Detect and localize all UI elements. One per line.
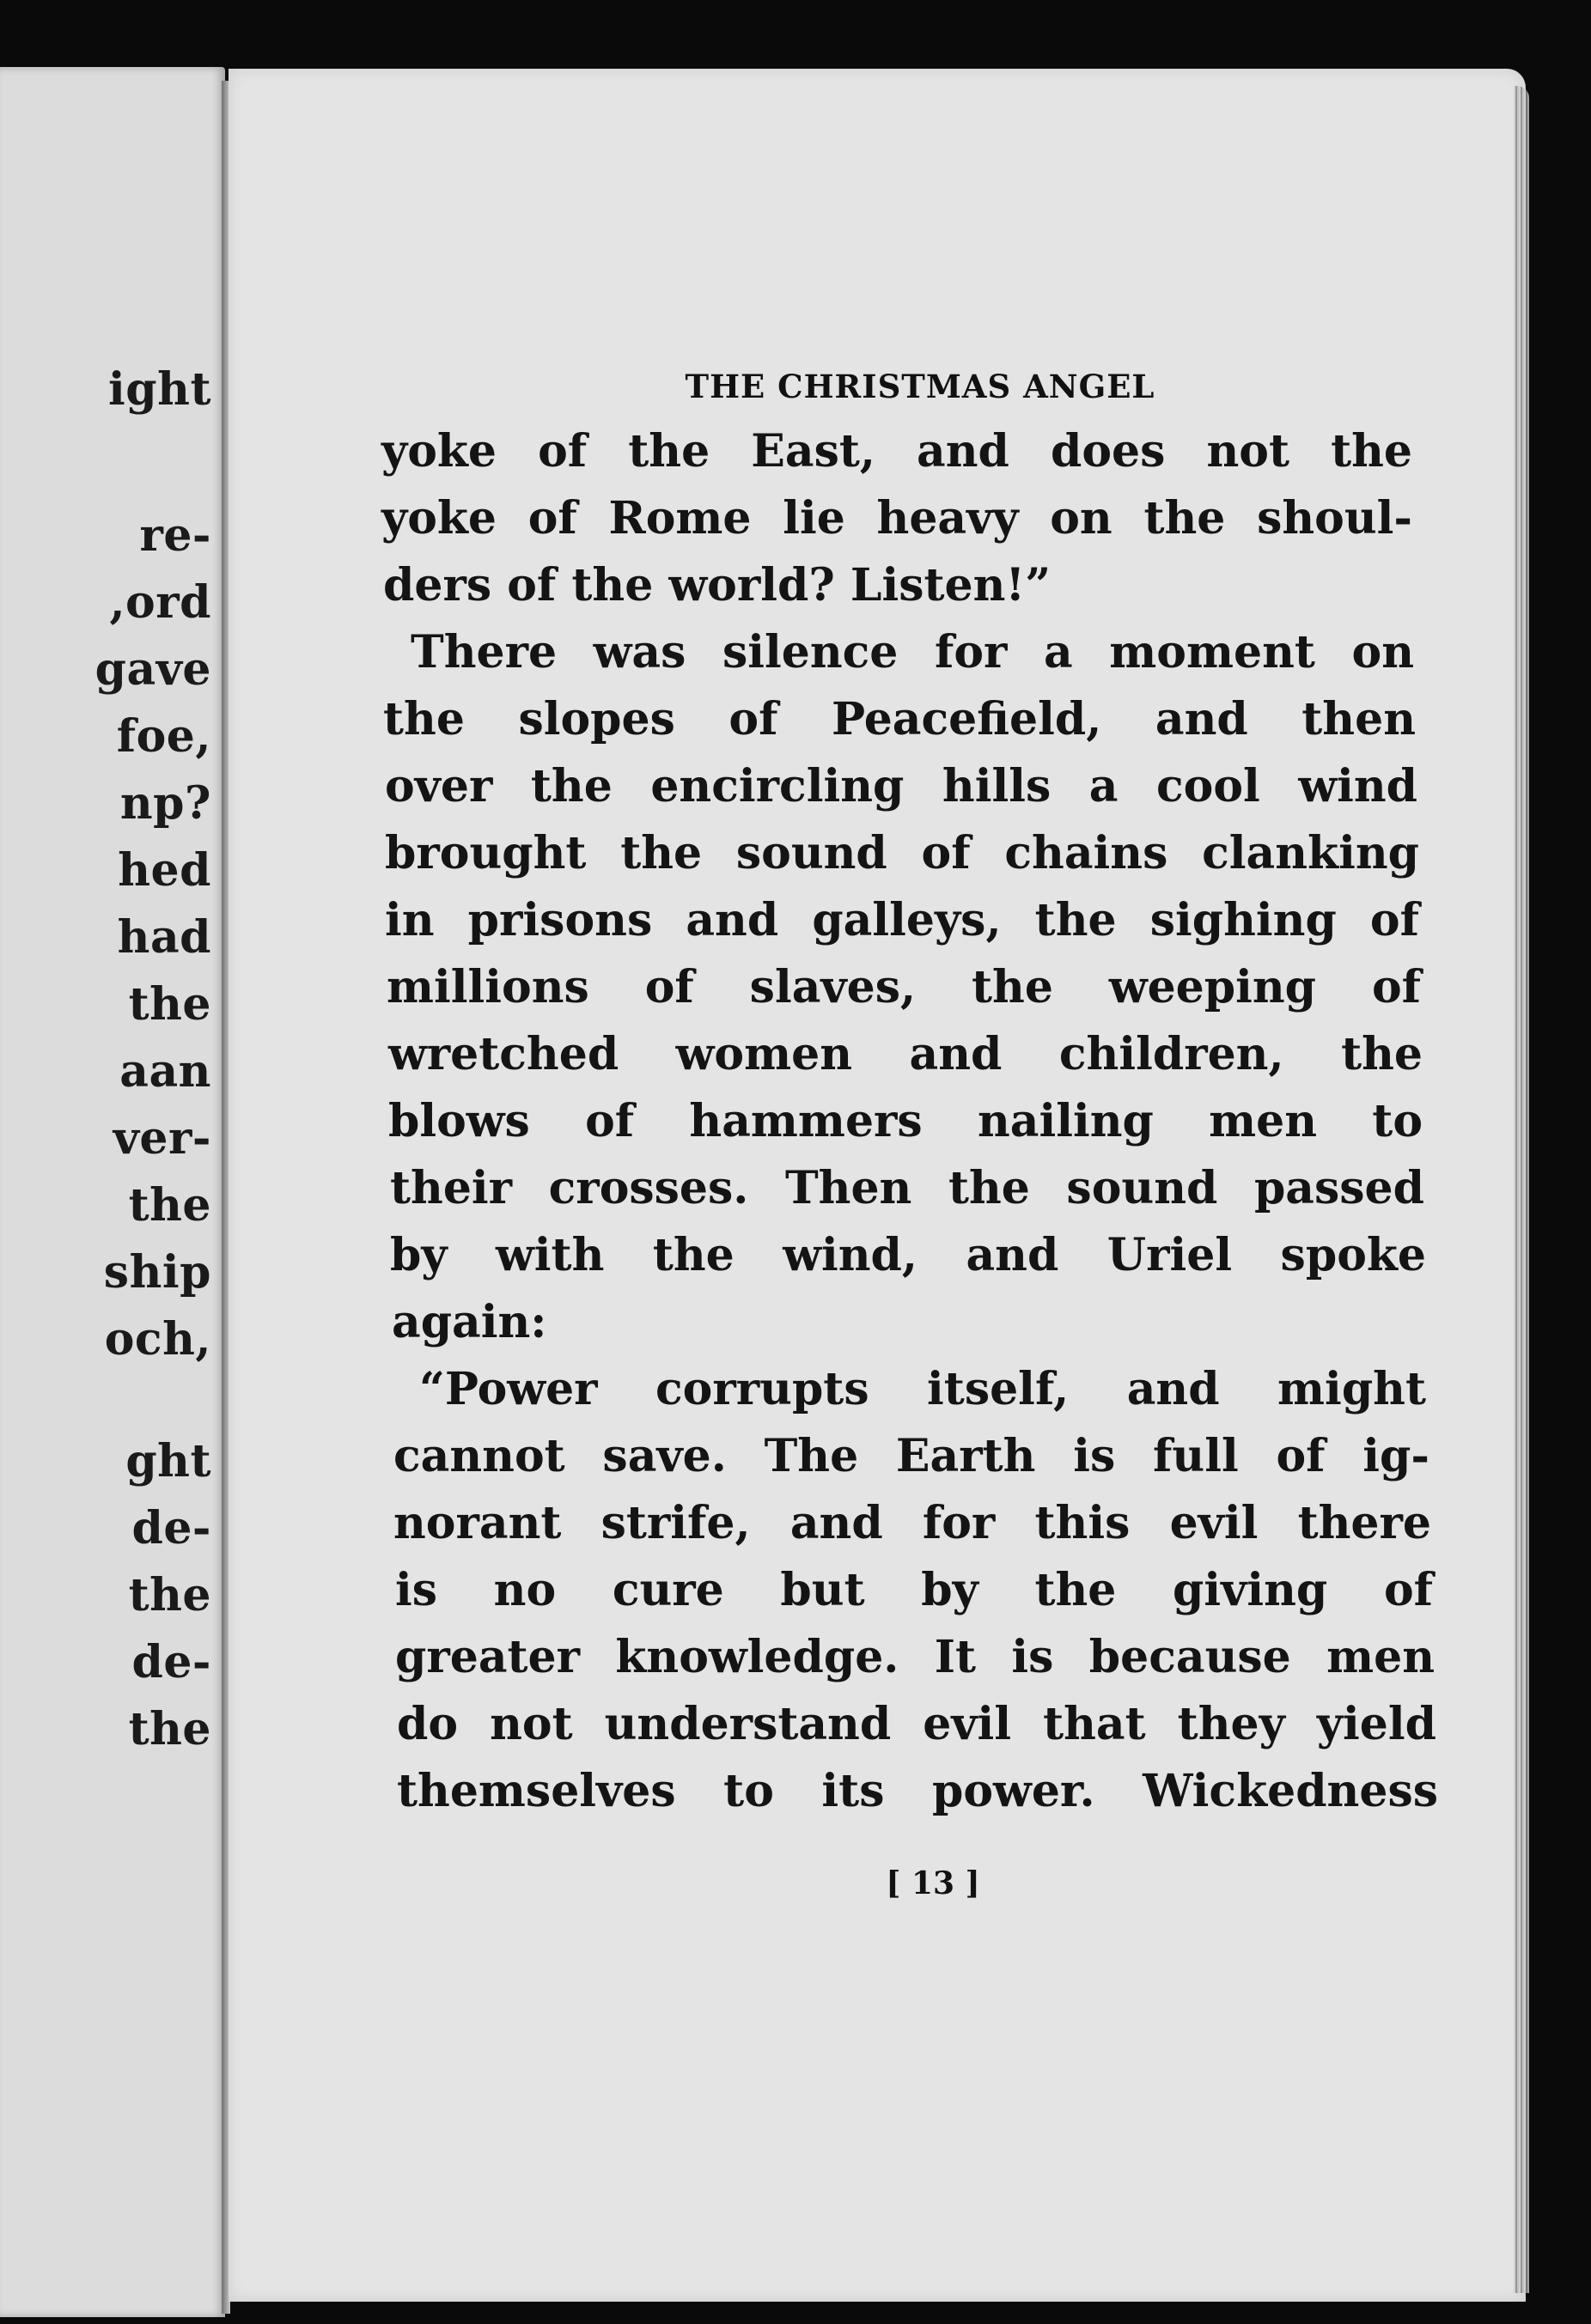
body-line: greater knowledge. It is because men [395, 1631, 1435, 1683]
body-line: “Power corrupts itself, and might [419, 1363, 1426, 1415]
left-page-line: np? [119, 777, 211, 830]
previous-page [0, 67, 225, 2317]
left-page-line: och, [104, 1313, 211, 1366]
left-page-line: re- [139, 509, 211, 562]
running-head: THE CHRISTMAS ANGEL [685, 368, 1155, 405]
left-page-line: ver- [113, 1112, 211, 1165]
left-page-line: de- [131, 1502, 211, 1554]
left-page-line: de- [131, 1636, 211, 1688]
left-page-line: the [128, 1569, 211, 1621]
body-line: over the encircling hills a cool wind [385, 760, 1417, 812]
body-line: There was silence for a moment on [411, 626, 1414, 678]
current-page [229, 69, 1526, 2302]
left-page-line: ight [108, 363, 211, 416]
body-line: in prisons and galleys, the sighing of [385, 894, 1419, 946]
left-page-line: aan [119, 1045, 211, 1098]
body-line: norant strife, and for this evil there [393, 1497, 1431, 1549]
body-line: their crosses. Then the sound passed [390, 1162, 1424, 1214]
left-page-line: ght [125, 1435, 211, 1487]
body-line: themselves to its power. Wickedness [397, 1765, 1438, 1817]
left-page-line: the [128, 978, 211, 1031]
left-page-line: gave [94, 643, 211, 696]
body-line: again: [392, 1296, 547, 1348]
body-line: is no cure but by the giving of [395, 1564, 1433, 1616]
body-line: do not understand evil that they yield [397, 1698, 1436, 1750]
body-line: yoke of the East, and does not the [381, 425, 1412, 478]
left-page-line: the [128, 1703, 211, 1755]
body-line: brought the sound of chains clanking [385, 827, 1419, 879]
body-line: blows of hammers nailing men to [388, 1095, 1423, 1147]
page-number: [ 13 ] [886, 1865, 980, 1901]
left-page-line: hed [118, 844, 211, 897]
left-page-line: the [128, 1179, 211, 1232]
body-line: cannot save. The Earth is full of ig- [393, 1430, 1429, 1482]
page-edge [1514, 86, 1529, 2293]
left-page-line: had [117, 911, 211, 964]
left-page-line: foe, [116, 710, 211, 763]
body-line: wretched women and children, the [388, 1028, 1423, 1080]
body-line: yoke of Rome lie heavy on the shoul- [381, 492, 1412, 544]
body-line: by with the wind, and Uriel spoke [390, 1229, 1426, 1281]
left-page-line: ship [103, 1246, 211, 1299]
body-line: ders of the world? Listen!” [383, 559, 1052, 611]
body-line: millions of slaves, the weeping of [387, 961, 1421, 1013]
left-page-line: ,ord [109, 576, 211, 629]
body-line: the slopes of Peacefield, and then [383, 693, 1416, 745]
